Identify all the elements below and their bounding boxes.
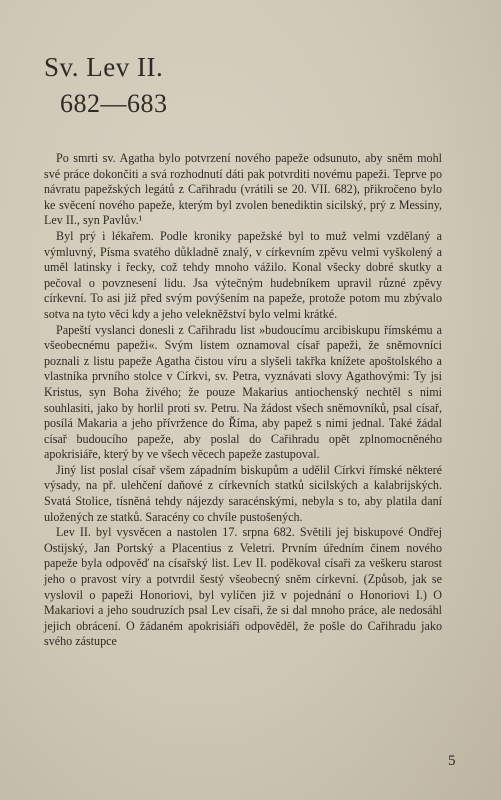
paragraph-5: Lev II. byl vysvěcen a nastolen 17. srpna 682. Světili jej biskupové Ondřej Ostijský, Jan Portský a Placentius z Veletri. Prvním úředním činem nového papeže byla odpověď na císařský list. Lev II. poděkoval císaři za veškeru starost jeho o pravost víry a potvrdil šestý všeobecný sněm církevní. (Způsob, jak se vyslovil o papeži Honoriovi, byl vylíčen již v pojednání o Honoriovi I.) O Makariovi a jeho soudruzích psal Lev císaři, že si dal mnoho práce, ale nedosáhl jejich obrácení. O žádaném apokrisiáři odpověděl, že pošle do Cařihradu jako svého zástupce [44, 525, 442, 649]
paragraph-4: Jiný list poslal císař všem západním biskupům a udělil Církvi římské některé výsady, na př. ulehčení daňové z církevních statků sicilských a kalabrijských. Svatá Stolice, tísněná tehdy nájezdy saracénskými, nebyla s to, aby platila daní uložených ze statků. Saracény co chvíle pustošených. [44, 462, 442, 524]
body-text [44, 151, 442, 650]
chapter-years: 682—683 [60, 89, 168, 118]
paragraph-2: Byl prý i lékařem. Podle kroniky papežské byl to muž velmi vzdělaný a výmluvný, Písma svatého důkladně znalý, v církevním zpěvu velmi vyškolený a uměl latinsky i řecky, což tehdy mnoho vážilo. Konal všecky dobré skutky a pečoval o povznesení lidu. Jsa výtečným hudebníkem upravil různé zpěvy církevní. To asi již před svým povýšením na papeže, protože potom mu zbývalo sotva na tyto věci kdy a jeho velekněžství bylo velmi krátké. [44, 228, 442, 321]
paragraph-3: Papeští vyslanci donesli z Cařihradu list »budoucímu arcibiskupu římskému a všeobecnému papeži«. Svým listem oznamoval císař papeži, že sněmovníci poznali z listu papeže Agatha čistou víru a slyšeli takřka knížete apoštolského a vlastníka prvního stolce v Církvi, sv. Petra, vyznávati slovy Agathovými: Ty jsi Kristus, syn Boha živého; že pouze Makarius antiochenský nechtěl s nimi souhlasiti, jako by horlil proti sv. Petru. Na žádost všech sněmovníků, psal císař, posílá Makaria a jeho přívržence do Říma, aby papež s nimi jednal. Také žádal císař budoucího papeže, aby poslal do Cařihradu opět zplnomocněného apokrisiáře, který by ve všech věcech papeže zastupoval. [44, 322, 442, 462]
page-number: 5 [448, 753, 456, 769]
paragraph-1: Po smrti sv. Agatha bylo potvrzení nového papeže odsunuto, aby sněm mohl své práce dokončiti a svá rozhodnutí dáti pak potvrditi novému papeži. Teprve po návratu papežských legátů z Cařihradu (vrátili se 20. VII. 682), přikročeno bylo ke svěcení nového papeže, kterým byl zvolen benediktin sicilský, prý z Messiny, Lev II., syn Pavlův.¹ [44, 151, 442, 228]
chapter-title: Sv. Lev II. [44, 52, 164, 82]
